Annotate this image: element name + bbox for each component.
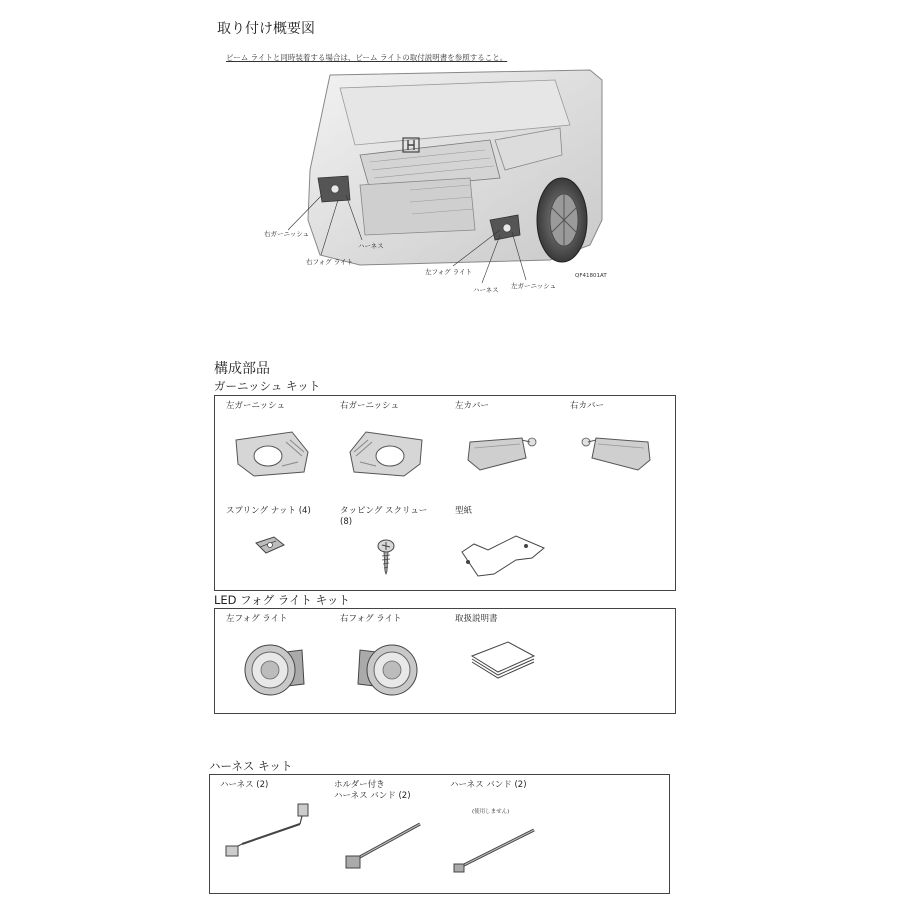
item-manual: 取扱説明書	[455, 614, 498, 624]
left-garnish-image	[232, 430, 312, 478]
garnish-kit-title: ガーニッシュ キット	[214, 379, 321, 393]
item-tapping-screw-count: (8)	[340, 517, 353, 527]
left-fog-light-image	[240, 640, 306, 698]
callout-harness-left: ハーネス	[473, 286, 499, 294]
right-garnish-image	[346, 430, 426, 478]
item-harness-band-holder-line2: ハーネス バンド (2)	[334, 791, 411, 801]
item-left-cover: 左カバー	[455, 401, 490, 411]
item-harness: ハーネス (2)	[220, 780, 269, 790]
tapping-screw-image	[374, 539, 398, 575]
item-right-cover: 右カバー	[570, 401, 605, 411]
item-spring-nut: スプリング ナット (4)	[226, 506, 311, 516]
overview-title: 取り付け概要図	[217, 21, 315, 37]
callout-harness-right: ハーネス	[358, 242, 384, 250]
item-left-fog: 左フォグ ライト	[226, 614, 288, 624]
manual-image	[468, 640, 538, 676]
spring-nut-image	[254, 533, 286, 557]
led-kit-title: LED フォグ ライト キット	[214, 593, 350, 607]
template-paper-image	[458, 532, 548, 578]
harness-band-holder-image	[342, 820, 426, 874]
components-title: 構成部品	[214, 361, 270, 377]
figure-code: QF41801AT	[575, 273, 607, 279]
callout-left-fog: 左フォグ ライト	[425, 268, 473, 276]
right-fog-light-image	[356, 640, 422, 698]
item-right-fog: 右フォグ ライト	[340, 614, 402, 624]
right-cover-image	[578, 432, 652, 474]
left-cover-image	[466, 432, 540, 474]
item-harness-band: ハーネス バンド (2)	[450, 780, 527, 790]
item-harness-band-holder-line1: ホルダー付き	[334, 780, 385, 790]
callout-right-garnish: 右ガーニッシュ	[264, 230, 310, 238]
callout-right-fog: 右フォグ ライト	[306, 258, 354, 266]
callout-left-garnish: 左ガーニッシュ	[511, 282, 557, 290]
item-tapping-screw: タッピング スクリュー	[340, 506, 428, 516]
garnish-kit-box	[214, 395, 676, 591]
harness-band-image	[452, 826, 538, 876]
item-right-garnish: 右ガーニッシュ	[340, 401, 399, 411]
item-left-garnish: 左ガーニッシュ	[226, 401, 285, 411]
item-template: 型紙	[455, 506, 473, 516]
harness-kit-title: ハーネス キット	[209, 759, 293, 773]
item-harness-band-not-used: (使用しません)	[472, 809, 510, 815]
harness-image	[222, 800, 314, 862]
overview-note: ビーム ライトと同時装着する場合は、ビーム ライトの取付説明書を参照すること。	[226, 53, 508, 62]
